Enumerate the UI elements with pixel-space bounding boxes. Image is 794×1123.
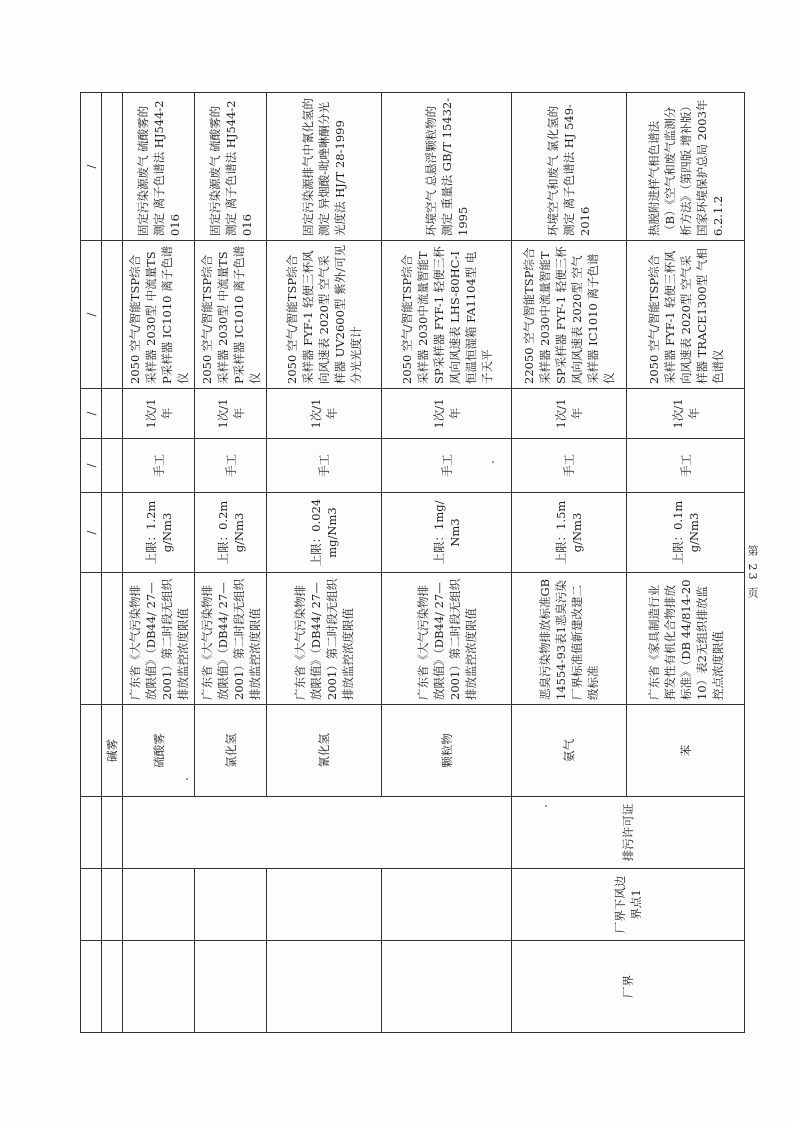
method-cell: 手工 (512, 439, 627, 493)
permit-cell: 排污许可证 (512, 797, 745, 869)
table-row (195, 93, 267, 1033)
monitor-point-cell: 厂界下风边界点1 (512, 869, 745, 941)
pollutant-cell: 硫酸雾 (123, 705, 195, 797)
method-cell: 手工 (382, 439, 512, 493)
header-freq: / (81, 389, 102, 439)
standard-cell: 广东省《家具制造行业挥发性有机化合物排放标准》（DB 44/814-2010）表2无组织排放监控点浓度限值 (627, 573, 745, 705)
page-number: 第 23 页 (746, 545, 759, 600)
instrument-cell: 2050 空气/智能TSP综合采样器 2030型 中流量TSP采样器 IC1010 离子色谱仪 (123, 241, 195, 389)
freq-cell: 1次/1年 (267, 389, 382, 439)
freq-cell: 1次/1年 (382, 389, 512, 439)
standard-cell: 广东省《大气污染物排放限值》（DB44/ 27—2001）第二时段无组织排放监控浓度限值 (267, 573, 382, 705)
analysis-cell: 固定污染源排气中氰化氢的测定 异烟酸-吡唑啉酮分光光度法 HJ/T 28-1999 (267, 93, 382, 241)
limit-cell: 上限：1mg/Nm3 (382, 493, 512, 573)
method-cell: 手工 (267, 439, 382, 493)
analysis-cell: 固定污染源废气 硫酸雾的测定 离子色谱法 HJ544-2016 (123, 93, 195, 241)
instrument-cell: 2050 空气/智能TSP综合采样器 2030型 中流量TSP采样器 IC1010 离子色谱仪 (195, 241, 267, 389)
limit-cell: 上限：1.2mg/Nm3 (123, 493, 195, 573)
instrument-cell: 2050 空气/智能TSP综合采样器 FYF-1 轻便三杯风向风速表 2020型 空气采样器 TRACE1300型 气相色谱仪 (627, 241, 745, 389)
scan-speck (545, 805, 547, 807)
header-row (81, 93, 102, 1033)
table-row (123, 93, 195, 1033)
limit-cell: 上限：0.1mg/Nm3 (627, 493, 745, 573)
instrument-cell: 2050 空气/智能TSP综合采样器 FYF-1 轻便三杯风向风速表 2020型 空气采样器 UV2600型 紫外/可见分光光度计 (267, 241, 382, 389)
scan-speck (186, 778, 188, 780)
table-row (382, 93, 512, 1033)
method-cell: 手工 (123, 439, 195, 493)
pollutant-cell: 氨气 (512, 705, 627, 797)
plant-boundary-cell: 厂界 (512, 941, 745, 1033)
standard-cell: 广东省《大气污染物排放限值》（DB44/ 27—2001）第二时段无组织排放监控浓度限值 (195, 573, 267, 705)
scan-speck (492, 461, 494, 463)
standard-cell: 恶臭污染物排放标准GB 14554-93表1恶臭污染厂界标准值新建改建二级标准 (512, 573, 627, 705)
monitoring-table (80, 92, 745, 1033)
standard-cell: 广东省《大气污染物排放限值》（DB44/ 27—2001）第二时段无组织排放监控浓度限值 (382, 573, 512, 705)
pollutant-cell: 苯 (627, 705, 745, 797)
analysis-cell: 环境空气和废气 氯化氢的测定 离子色谱法 HJ 549-2016 (512, 93, 627, 241)
header-instrument: / (81, 241, 102, 389)
method-cell: 手工 (195, 439, 267, 493)
analysis-cell: 固定污染源废气 硫酸雾的测定 离子色谱法 HJ544-2016 (195, 93, 267, 241)
limit-cell: 上限：1.5mg/Nm3 (512, 493, 627, 573)
table-row (102, 93, 123, 1033)
freq-cell: 1次/1年 (123, 389, 195, 439)
standard-cell: 广东省《大气污染物排放限值》（DB44/ 27—2001）第二时段无组织排放监控浓度限值 (123, 573, 195, 705)
pollutant-cell: 氰化氢 (267, 705, 382, 797)
analysis-cell: 热脱附进样气相色谱法（B）《空气和废气监测分析方法》（第四版 增补版）国家环境保护总局 2003年 6.2.1.2 (627, 93, 745, 241)
freq-cell: 1次/1年 (195, 389, 267, 439)
freq-cell: 1次/1年 (512, 389, 627, 439)
freq-cell: 1次/1年 (627, 389, 745, 439)
pollutant-cell: 颗粒物 (382, 705, 512, 797)
pollutant-cell: 碱雾 (102, 705, 123, 797)
instrument-cell: 22050 空气/智能TSP综合采样器 2030中流量智能TSP采样器 FYF-1 轻便三杯风向风速表 2020型 空气采样器 IC1010 离子色谱仪 (512, 241, 627, 389)
table-row (512, 93, 627, 1033)
header-limit: / (81, 493, 102, 573)
header-analysis: / (81, 93, 102, 241)
method-cell: 手工 (627, 439, 745, 493)
header-method: / (81, 439, 102, 493)
instrument-cell: 2050 空气/智能TSP综合采样器 2030中流量智能TSP采样器 FYF-1 轻便三杯风向风速表 LHS-80HC-I恒温恒湿箱 FA1104型 电子天平 (382, 241, 512, 389)
limit-cell: 上限：0.024mg/Nm3 (267, 493, 382, 573)
limit-cell: 上限：0.2mg/Nm3 (195, 493, 267, 573)
table-row (267, 93, 382, 1033)
permit-cell-upper (123, 797, 512, 869)
pollutant-cell: 氯化氢 (195, 705, 267, 797)
analysis-cell: 环境空气 总悬浮颗粒物的测定 重量法 GB/T 15432-1995 (382, 93, 512, 241)
